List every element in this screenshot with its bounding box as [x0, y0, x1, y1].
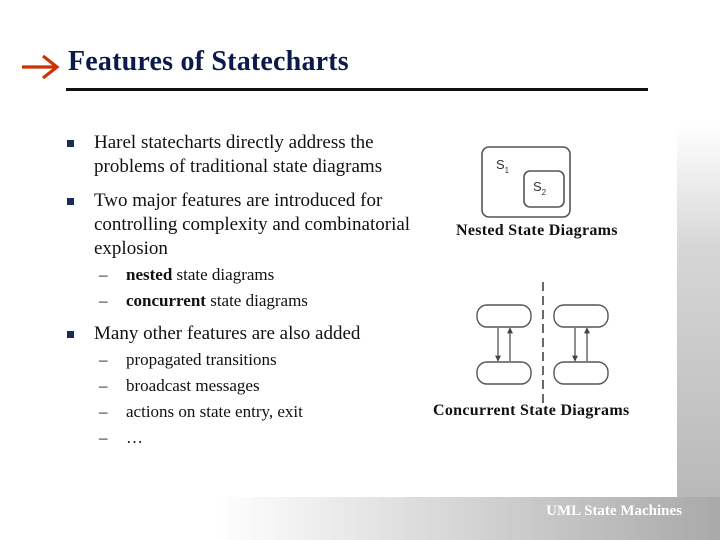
sub-bullet-text: state diagrams: [205, 291, 308, 310]
sub-bullet-text: state diagrams: [172, 265, 275, 284]
nested-state-diagram: [478, 143, 576, 221]
concurrent-state-diagram: [470, 280, 618, 408]
sub-bullet-item: [99, 291, 308, 311]
dash-marker: –: [99, 428, 108, 447]
dash-marker: –: [99, 402, 108, 421]
region-b-bottom-state: [554, 362, 608, 384]
bullet-item: [67, 189, 437, 261]
slide-title: Features of Statecharts: [68, 46, 349, 77]
sub-bullet-item: [99, 265, 274, 285]
inner-state-label: S: [533, 179, 542, 194]
bullet-line: problems of traditional state diagrams: [94, 156, 383, 177]
right-shade-band: [677, 125, 720, 540]
bullet-line: Harel statecharts directly address the: [94, 132, 374, 153]
sub-bullet-text: broadcast messages: [126, 376, 260, 395]
sub-bullet-text: …: [126, 428, 143, 447]
square-bullet-icon: [67, 140, 74, 147]
sub-bullet-bold: concurrent: [126, 291, 206, 310]
region-b-top-state: [554, 305, 608, 327]
outer-state-label: S: [496, 157, 505, 172]
nested-diagram-caption: Nested State Diagrams: [456, 222, 618, 239]
dash-marker: –: [99, 376, 108, 395]
region-a-bottom-state: [477, 362, 531, 384]
dash-marker: –: [99, 291, 108, 310]
sub-bullet-item: [99, 402, 303, 422]
title-divider: [66, 88, 648, 91]
sub-bullet-item: [99, 376, 260, 396]
sub-bullet-item: [99, 428, 143, 448]
sub-bullet-bold: nested: [126, 265, 173, 284]
right-arrow-icon: [21, 54, 61, 80]
sub-bullet-item: [99, 350, 277, 370]
bullet-line: explosion: [94, 238, 168, 259]
bullet-line: Two major features are introduced for: [94, 190, 383, 211]
inner-state-subscript: 2: [541, 188, 547, 197]
region-a-top-state: [477, 305, 531, 327]
sub-bullet-text: propagated transitions: [126, 350, 277, 369]
bullet-item: [67, 131, 437, 179]
outer-state-subscript: 1: [504, 166, 510, 175]
concurrent-diagram-caption: Concurrent State Diagrams: [433, 402, 630, 419]
square-bullet-icon: [67, 331, 74, 338]
dash-marker: –: [99, 350, 108, 369]
bullet-line: controlling complexity and combinatorial: [94, 214, 411, 235]
bullet-item: [67, 322, 437, 346]
footer-label: UML State Machines: [546, 503, 682, 519]
sub-bullet-text: actions on state entry, exit: [126, 402, 303, 421]
bullet-line: Many other features are also added: [94, 323, 361, 344]
square-bullet-icon: [67, 198, 74, 205]
dash-marker: –: [99, 265, 108, 284]
